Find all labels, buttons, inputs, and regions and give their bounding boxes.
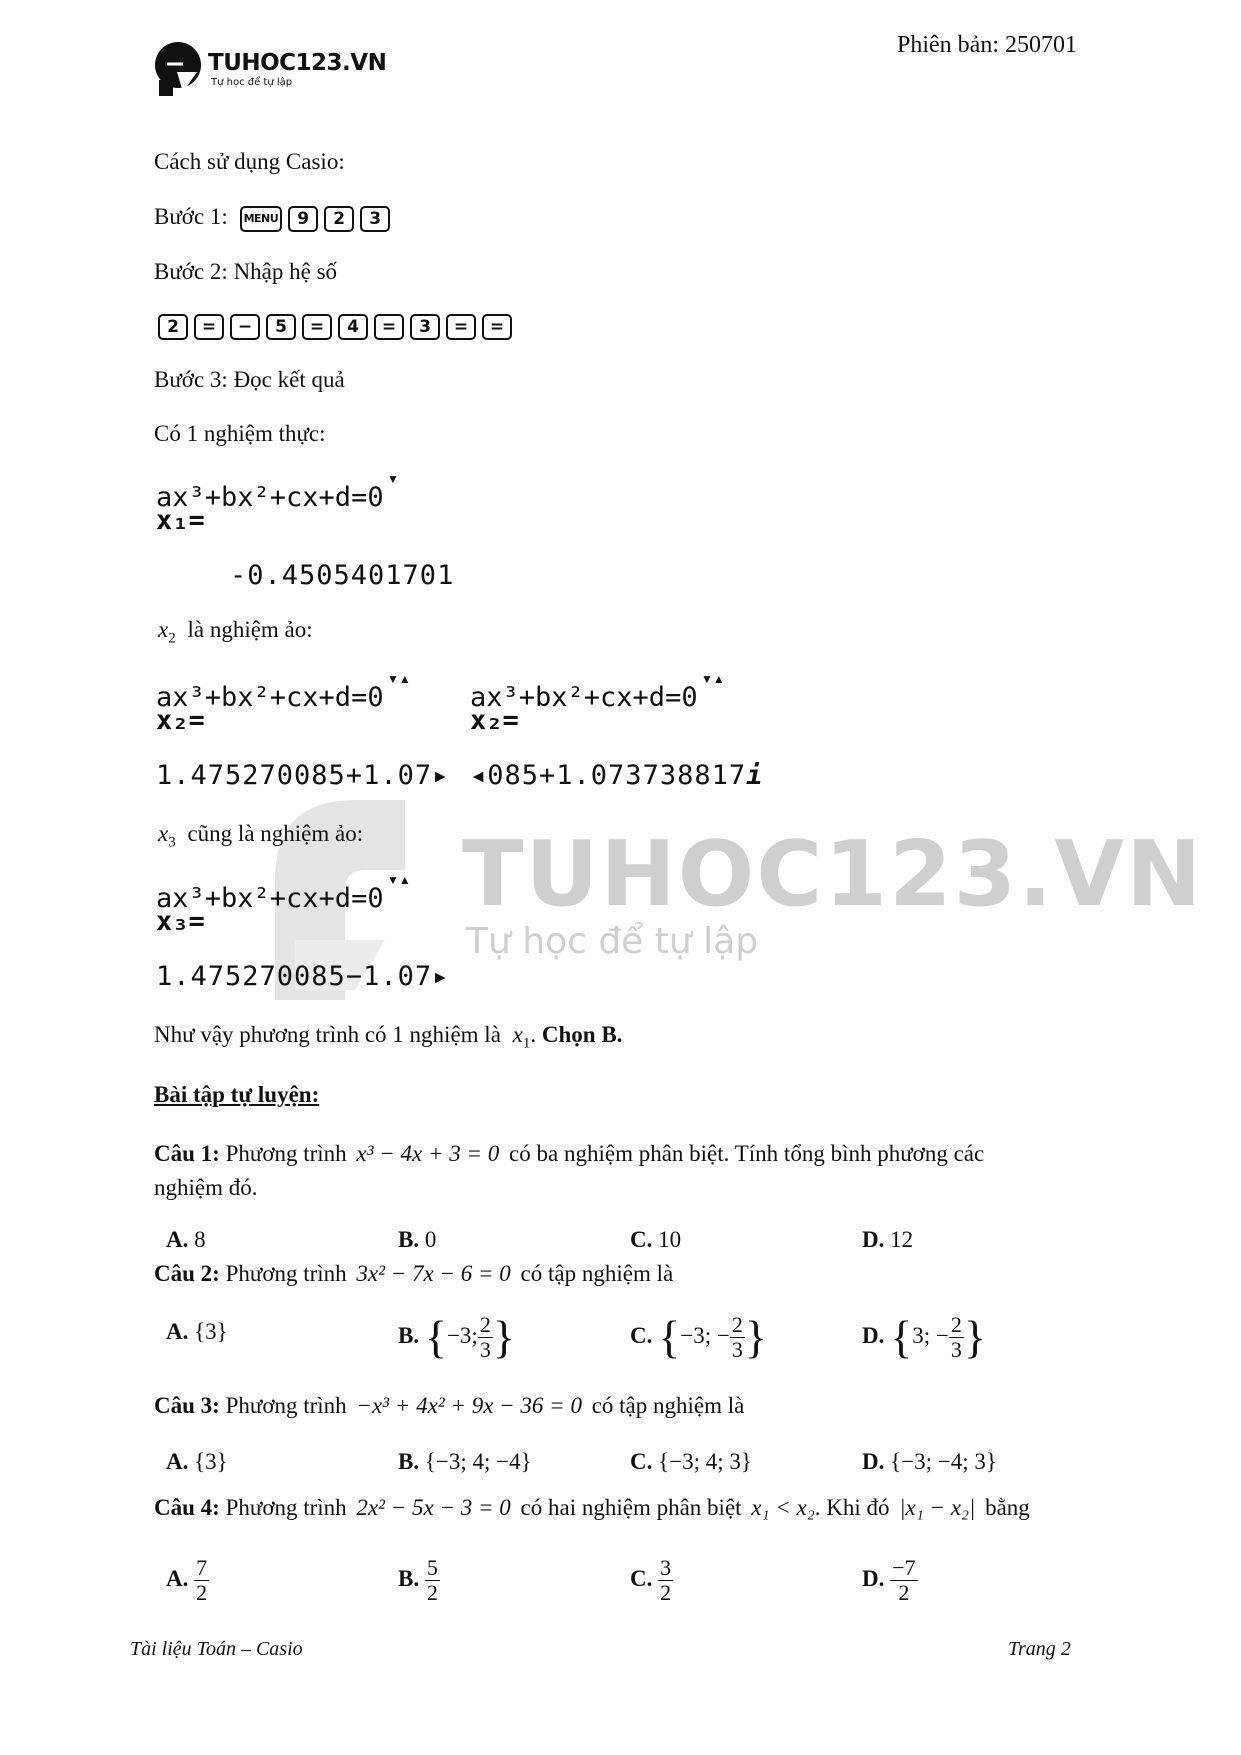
step-2-key-9: = [482, 314, 512, 340]
step-2-key-1: = [194, 314, 224, 340]
lcd-x2-label: x₂= [156, 705, 205, 736]
q3-option-d[interactable]: D. {−3; −4; 3} [862, 1449, 997, 1474]
step-2-keys [158, 314, 518, 340]
lcd-x2-value-left: 1.475270085+1.07▸ [156, 760, 450, 791]
watermark-brand: TUHOC123.VN [462, 822, 1204, 927]
lcd-x3-value: 1.475270085−1.07▸ [156, 961, 450, 992]
step-2-key-6: = [374, 314, 404, 340]
x2-intro: $x_2$ là nghiệm ảo: [158, 617, 313, 647]
step-1-key-1: 9 [288, 206, 318, 232]
q4-option-a[interactable]: A. $\frac{7}{2}$ [166, 1555, 208, 1605]
lcd-x2-value-right: ◂085+1.073738817i [470, 760, 764, 791]
step-2-key-4: = [302, 314, 332, 340]
q1-option-a[interactable]: A. 8 [166, 1227, 206, 1252]
question-4: Câu 4: Phương trình 2x² − 5x − 3 = 0 có hai nghiệm phân biệt x₁ < x₂. Khi đó |x₁ − x₂| bằng [154, 1495, 1030, 1520]
practice-heading: Bài tập tự luyện: [154, 1082, 320, 1107]
q2-option-a[interactable]: A. {3} [166, 1319, 228, 1344]
footer-left: Tài liệu Toán – Casio [130, 1638, 303, 1660]
step-1-key-3: 3 [360, 206, 390, 232]
step-1-key-0: MENU [240, 206, 283, 232]
q1-option-d[interactable]: D. 12 [862, 1227, 914, 1252]
lcd-indicator-icon: ▼▲ [387, 873, 411, 887]
q4-option-b[interactable]: B. $\frac{5}{2}$ [398, 1555, 438, 1605]
q3-option-a[interactable]: A. {3} [166, 1449, 228, 1474]
step-1-label: Bước 1: [154, 204, 228, 229]
question-3: Câu 3: Phương trình −x³ + 4x² + 9x − 36 = 0 có tập nghiệm là [154, 1393, 745, 1418]
q1-option-b[interactable]: B. 0 [398, 1227, 437, 1252]
lcd-equation: ax³+bx²+cx+d=0 [156, 682, 384, 713]
q4-option-d[interactable]: D. $\frac{-7}{2}$ [862, 1555, 916, 1605]
step-2-key-2: − [230, 314, 260, 340]
step-3-label: Bước 3: Đọc kết quả [154, 367, 345, 392]
tuhoc-logo-icon [153, 40, 203, 98]
lcd-x1-value: -0.4505401701 [230, 560, 455, 591]
brand-tagline: Tự học để tự lập [211, 77, 293, 88]
casio-heading: Cách sử dụng Casio: [154, 149, 345, 174]
lcd-x1-label: x₁= [156, 505, 205, 536]
version-label: Phiên bản: 250701 [897, 32, 1077, 58]
q1-option-c[interactable]: C. 10 [630, 1227, 682, 1252]
question-1: Câu 1: Phương trình x³ − 4x + 3 = 0 có ba nghiệm phân biệt. Tính tổng bình phương các [154, 1141, 985, 1166]
step-2-key-8: = [446, 314, 476, 340]
footer-right: Trang 2 [1008, 1638, 1071, 1660]
q2-option-c[interactable]: C. {−3; − $\frac{2}{3}$ } [630, 1311, 767, 1363]
step-2-key-3: 5 [266, 314, 296, 340]
scroll-left-icon: ◂ [470, 760, 488, 791]
x3-intro: $x_3$ cũng là nghiệm ảo: [158, 821, 364, 851]
lcd-equation: ax³+bx²+cx+d=0 [156, 482, 384, 513]
brand-name: TUHOC123.VN [208, 50, 387, 76]
q2-option-d[interactable]: D. {3; − $\frac{2}{3}$ } [862, 1311, 986, 1363]
watermark-tagline: Tự học để tự lập [466, 921, 759, 962]
q4-option-c[interactable]: C. $\frac{3}{2}$ [630, 1555, 672, 1605]
step-2-key-7: 3 [410, 314, 440, 340]
step-1-key-2: 2 [324, 206, 354, 232]
step-2-label: Bước 2: Nhập hệ số [154, 259, 338, 284]
step-1-keys [240, 204, 397, 229]
lcd-x2-label: x₂= [470, 705, 519, 736]
lcd-x3-label: x₃= [156, 906, 205, 937]
lcd-indicator-icon: ▼ [387, 472, 399, 486]
q3-option-c[interactable]: C. {−3; 4; 3} [630, 1449, 752, 1474]
scroll-right-icon: ▸ [432, 961, 450, 992]
question-1-line2: nghiệm đó. [154, 1175, 258, 1200]
lcd-equation: ax³+bx²+cx+d=0 [470, 682, 698, 713]
step-2-key-0: 2 [158, 314, 188, 340]
real-root-text: Có 1 nghiệm thực: [154, 421, 326, 446]
question-2: Câu 2: Phương trình 3x² − 7x − 6 = 0 có tập nghiệm là [154, 1261, 674, 1286]
lcd-indicator-icon: ▼▲ [387, 672, 411, 686]
lcd-equation: ax³+bx²+cx+d=0 [156, 883, 384, 914]
step-1 [154, 203, 396, 232]
conclusion: Như vậy phương trình có 1 nghiệm là $x_1$. Chọn B. [154, 1022, 623, 1052]
scroll-right-icon: ▸ [432, 760, 450, 791]
step-2-key-5: 4 [338, 314, 368, 340]
lcd-indicator-icon: ▼▲ [701, 672, 725, 686]
q2-option-b[interactable]: B. {−3; $\frac{2}{3}$ } [398, 1311, 515, 1363]
q3-option-b[interactable]: B. {−3; 4; −4} [398, 1449, 532, 1474]
